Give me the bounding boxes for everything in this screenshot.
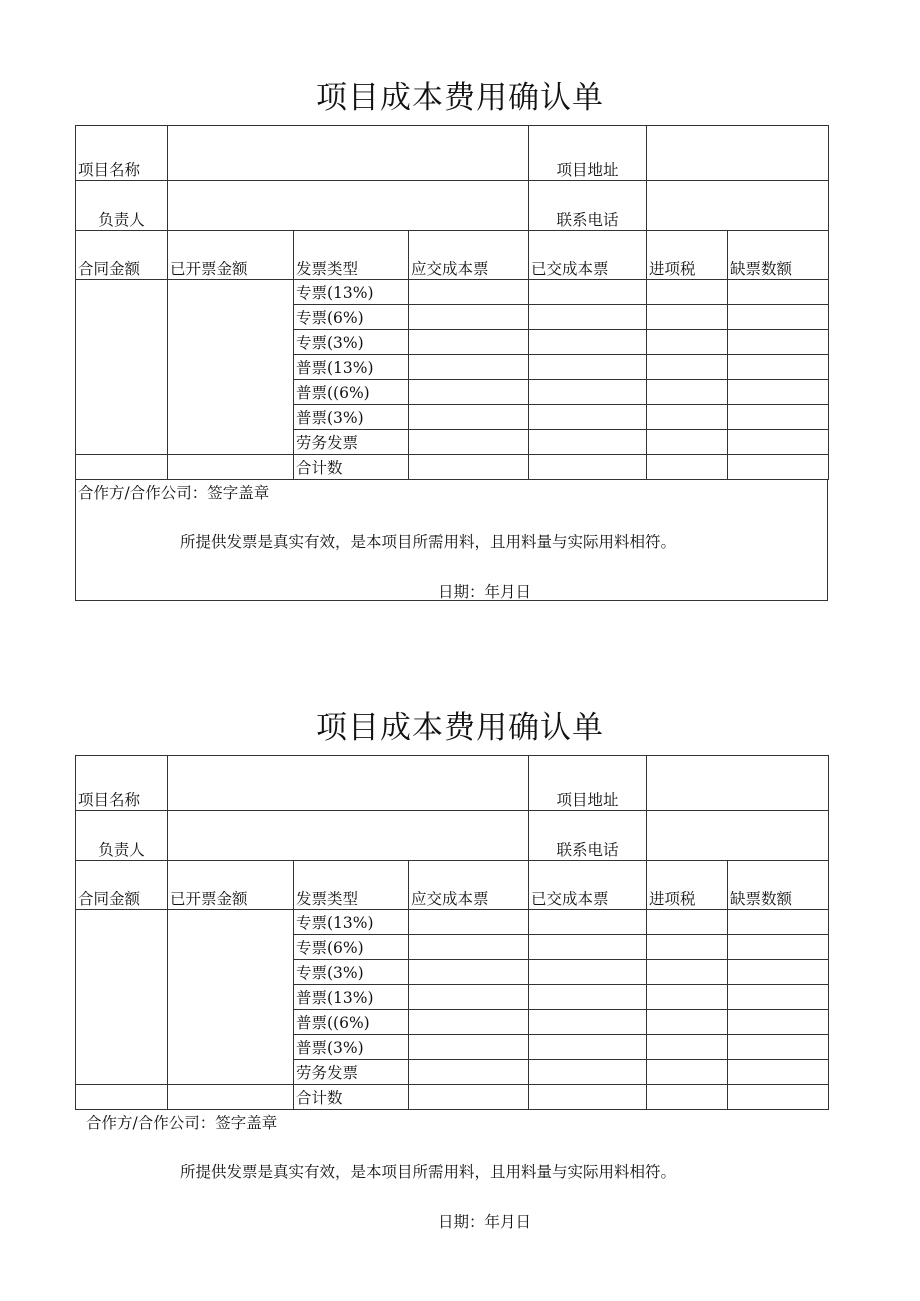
table-cell[interactable] bbox=[529, 380, 647, 405]
table-cell[interactable] bbox=[529, 935, 647, 960]
label-manager: 负责人 bbox=[76, 811, 168, 861]
table-cell[interactable] bbox=[647, 1035, 728, 1060]
table-cell[interactable] bbox=[409, 280, 529, 305]
invoice-type-cell: 专票(3%) bbox=[294, 330, 409, 355]
table-cell[interactable] bbox=[728, 330, 829, 355]
label-project-name: 项目名称 bbox=[76, 756, 168, 811]
partner-signature-label: 合作方/合作公司：签字盖章 bbox=[86, 1114, 278, 1132]
label-project-name: 项目名称 bbox=[76, 126, 168, 181]
table-cell[interactable] bbox=[728, 455, 829, 480]
invoice-type-cell: 普票(13%) bbox=[294, 985, 409, 1010]
table-cell[interactable] bbox=[168, 1085, 294, 1110]
table-cell[interactable] bbox=[728, 355, 829, 380]
cost-confirmation-table bbox=[75, 755, 829, 1110]
table-cell[interactable] bbox=[728, 380, 829, 405]
table-cell[interactable] bbox=[529, 355, 647, 380]
table-cell[interactable] bbox=[647, 430, 728, 455]
col-header-cost-invoice-submitted: 已交成本票 bbox=[529, 231, 647, 280]
table-cell[interactable] bbox=[647, 355, 728, 380]
table-cell[interactable] bbox=[409, 910, 529, 935]
table-cell[interactable] bbox=[728, 1060, 829, 1085]
table-cell[interactable] bbox=[728, 1035, 829, 1060]
form-title: 项目成本费用确认单 bbox=[316, 710, 604, 746]
table-cell[interactable] bbox=[728, 280, 829, 305]
table-cell[interactable] bbox=[647, 305, 728, 330]
invoice-type-cell: 普票(3%) bbox=[294, 1035, 409, 1060]
invoice-type-cell: 劳务发票 bbox=[294, 1060, 409, 1085]
contract-amount-cell[interactable] bbox=[76, 910, 168, 1085]
table-cell[interactable] bbox=[529, 280, 647, 305]
table-cell[interactable] bbox=[728, 1085, 829, 1110]
table-cell[interactable] bbox=[409, 330, 529, 355]
table-cell[interactable] bbox=[728, 1010, 829, 1035]
table-cell[interactable] bbox=[728, 960, 829, 985]
total-label: 合计数 bbox=[294, 455, 409, 480]
table-cell[interactable] bbox=[647, 1060, 728, 1085]
col-header-cost-invoice-due: 应交成本票 bbox=[409, 231, 529, 280]
invoice-type-cell: 专票(13%) bbox=[294, 280, 409, 305]
manager-field[interactable] bbox=[168, 811, 529, 861]
table-cell[interactable] bbox=[409, 430, 529, 455]
col-header-cost-invoice-due: 应交成本票 bbox=[409, 861, 529, 910]
col-header-input-tax: 进项税 bbox=[647, 231, 728, 280]
invoiced-amount-cell[interactable] bbox=[168, 910, 294, 1085]
table-cell[interactable] bbox=[409, 380, 529, 405]
table-cell[interactable] bbox=[647, 330, 728, 355]
table-cell[interactable] bbox=[76, 455, 168, 480]
col-header-contract-amount: 合同金额 bbox=[76, 861, 168, 910]
label-project-address: 项目地址 bbox=[529, 756, 647, 811]
date-label: 日期：年月日 bbox=[438, 1213, 532, 1231]
authenticity-statement: 所提供发票是真实有效，是本项目所需用料，且用料量与实际用料相符。 bbox=[180, 1163, 677, 1181]
table-cell[interactable] bbox=[728, 985, 829, 1010]
table-cell[interactable] bbox=[647, 380, 728, 405]
table-cell[interactable] bbox=[409, 1010, 529, 1035]
table-cell[interactable] bbox=[647, 985, 728, 1010]
project-name-field[interactable] bbox=[168, 756, 529, 811]
table-cell[interactable] bbox=[529, 960, 647, 985]
table-cell[interactable] bbox=[409, 405, 529, 430]
col-header-invoice-type: 发票类型 bbox=[294, 231, 409, 280]
table-cell[interactable] bbox=[529, 455, 647, 480]
table-cell[interactable] bbox=[728, 910, 829, 935]
invoice-type-cell: 专票(13%) bbox=[294, 910, 409, 935]
table-cell[interactable] bbox=[647, 1010, 728, 1035]
table-cell[interactable] bbox=[647, 910, 728, 935]
invoice-type-cell: 专票(6%) bbox=[294, 305, 409, 330]
table-cell[interactable] bbox=[529, 405, 647, 430]
invoice-type-cell: 普票((6%) bbox=[294, 380, 409, 405]
invoiced-amount-cell[interactable] bbox=[168, 280, 294, 455]
table-cell[interactable] bbox=[529, 305, 647, 330]
project-address-field[interactable] bbox=[647, 126, 829, 181]
label-phone: 联系电话 bbox=[529, 811, 647, 861]
table-cell[interactable] bbox=[529, 985, 647, 1010]
invoice-type-cell: 普票(3%) bbox=[294, 405, 409, 430]
phone-field[interactable] bbox=[647, 811, 829, 861]
date-label: 日期：年月日 bbox=[438, 583, 532, 601]
authenticity-statement: 所提供发票是真实有效，是本项目所需用料，且用料量与实际用料相符。 bbox=[180, 533, 677, 551]
table-cell[interactable] bbox=[409, 1035, 529, 1060]
contract-amount-cell[interactable] bbox=[76, 280, 168, 455]
col-header-invoiced-amount: 已开票金额 bbox=[168, 861, 294, 910]
label-phone: 联系电话 bbox=[529, 181, 647, 231]
invoice-type-cell: 专票(6%) bbox=[294, 935, 409, 960]
table-cell[interactable] bbox=[409, 985, 529, 1010]
table-cell[interactable] bbox=[728, 430, 829, 455]
table-cell[interactable] bbox=[647, 960, 728, 985]
table-cell[interactable] bbox=[409, 455, 529, 480]
table-cell[interactable] bbox=[647, 455, 728, 480]
table-cell[interactable] bbox=[168, 455, 294, 480]
invoice-type-cell: 普票((6%) bbox=[294, 1010, 409, 1035]
table-cell[interactable] bbox=[728, 405, 829, 430]
invoice-type-cell: 普票(13%) bbox=[294, 355, 409, 380]
label-project-address: 项目地址 bbox=[529, 126, 647, 181]
partner-signature-label: 合作方/合作公司：签字盖章 bbox=[78, 484, 270, 502]
table-cell[interactable] bbox=[409, 1085, 529, 1110]
col-header-contract-amount: 合同金额 bbox=[76, 231, 168, 280]
col-header-invoiced-amount: 已开票金额 bbox=[168, 231, 294, 280]
table-cell[interactable] bbox=[529, 1085, 647, 1110]
form-title: 项目成本费用确认单 bbox=[316, 80, 604, 116]
table-cell[interactable] bbox=[409, 960, 529, 985]
project-address-field[interactable] bbox=[647, 756, 829, 811]
cost-confirmation-table bbox=[75, 125, 829, 480]
table-cell[interactable] bbox=[76, 1085, 168, 1110]
label-manager: 负责人 bbox=[76, 181, 168, 231]
phone-field[interactable] bbox=[647, 181, 829, 231]
table-cell[interactable] bbox=[647, 405, 728, 430]
table-cell[interactable] bbox=[529, 330, 647, 355]
col-header-missing-amount: 缺票数额 bbox=[728, 231, 829, 280]
table-cell[interactable] bbox=[409, 305, 529, 330]
table-cell[interactable] bbox=[647, 1085, 728, 1110]
table-cell[interactable] bbox=[728, 305, 829, 330]
col-header-missing-amount: 缺票数额 bbox=[728, 861, 829, 910]
invoice-type-cell: 劳务发票 bbox=[294, 430, 409, 455]
table-cell[interactable] bbox=[728, 935, 829, 960]
table-cell[interactable] bbox=[529, 1035, 647, 1060]
table-cell[interactable] bbox=[409, 935, 529, 960]
project-name-field[interactable] bbox=[168, 126, 529, 181]
table-cell[interactable] bbox=[529, 1060, 647, 1085]
manager-field[interactable] bbox=[168, 181, 529, 231]
table-cell[interactable] bbox=[529, 430, 647, 455]
table-cell[interactable] bbox=[647, 935, 728, 960]
invoice-type-cell: 专票(3%) bbox=[294, 960, 409, 985]
col-header-input-tax: 进项税 bbox=[647, 861, 728, 910]
col-header-cost-invoice-submitted: 已交成本票 bbox=[529, 861, 647, 910]
table-cell[interactable] bbox=[647, 280, 728, 305]
table-cell[interactable] bbox=[529, 910, 647, 935]
table-cell[interactable] bbox=[409, 1060, 529, 1085]
table-cell[interactable] bbox=[409, 355, 529, 380]
total-label: 合计数 bbox=[294, 1085, 409, 1110]
col-header-invoice-type: 发票类型 bbox=[294, 861, 409, 910]
table-cell[interactable] bbox=[529, 1010, 647, 1035]
